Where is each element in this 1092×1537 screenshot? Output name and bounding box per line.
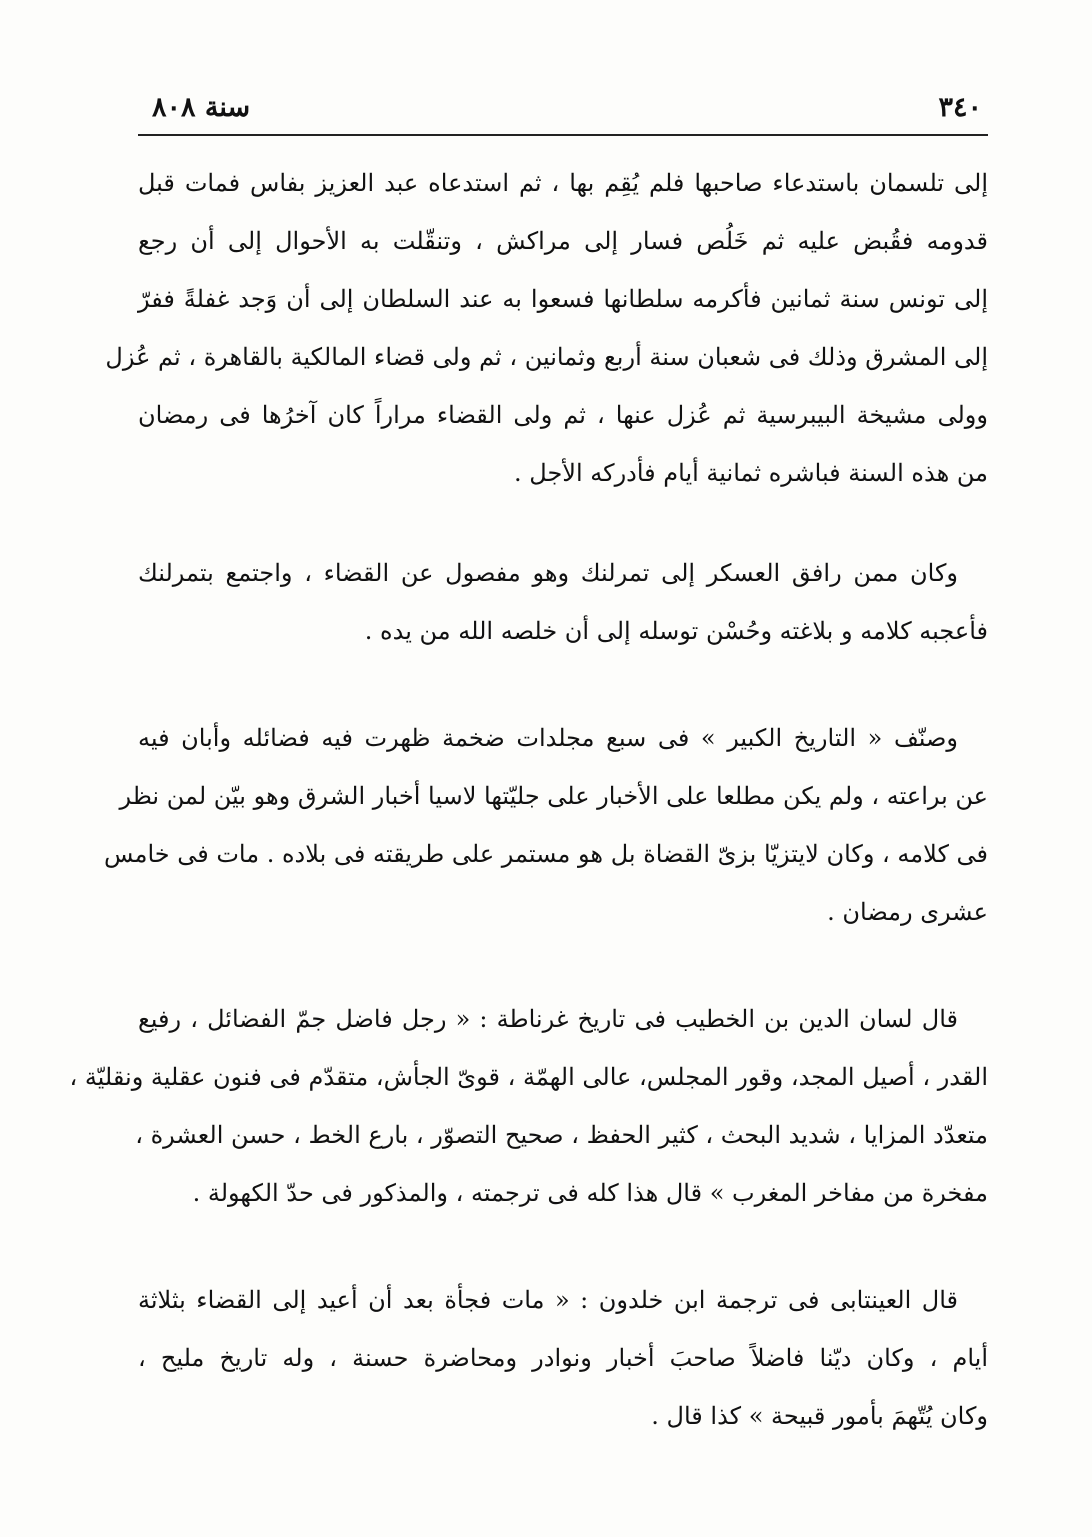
text-line: إلى تونس سنة ثمانين فأكرمه سلطانها فسعوا به عند السلطان إلى أن وَجد غفلةً ففرّ (138, 285, 988, 313)
paragraph-continuation (105, 154, 988, 502)
book-page (69, 86, 988, 1506)
paragraph-timur (138, 544, 988, 660)
paragraph-ibn-al-khatib-quote (69, 990, 988, 1222)
text-line: مفخرة من مفاخر المغرب » قال هذا كله فى ترجمته ، والمذكور فى حدّ الكهولة . (192, 1179, 988, 1207)
page-body (69, 154, 988, 1494)
page-header (138, 86, 988, 138)
text-line: فى كلامه ، وكان لايتزيّا بزىّ القضاة بل هو مستمر على طريقته فى بلاده . مات فى خامس (104, 840, 988, 868)
text-line: قال لسان الدين بن الخطيب فى تاريخ غرناطة : « رجل فاضل جمّ الفضائل ، رفيع (138, 1005, 958, 1033)
text-line: متعدّد المزايا ، شديد البحث ، كثير الحفظ ، صحيح التصوّر ، بارع الخط ، حسن العشرة ، (135, 1121, 988, 1149)
text-line: قال العينتابى فى ترجمة ابن خلدون : « مات فجأة بعد أن أعيد إلى القضاء بثلاثة (138, 1286, 958, 1314)
text-line: أيام ، وكان ديّنا فاضلاً صاحبَ أخبار ونوادر ومحاضرة حسنة ، وله تاريخ مليح ، (138, 1344, 988, 1372)
header-rule (138, 134, 988, 136)
page-number: ٣٤٠ (938, 92, 982, 123)
text-line: وصنّف « التاريخ الكبير » فى سبع مجلدات ضخمة ظهرت فيه فضائله وأبان فيه (138, 724, 958, 752)
text-line: عن براعته ، ولم يكن مطلعا على الأخبار على جليّتها لاسيا أخبار الشرق وهو بيّن لمن نظر (119, 782, 988, 810)
text-line: فأعجبه كلامه و بلاغته وحُسْن توسله إلى أن خلصه الله من يده . (364, 617, 988, 645)
text-line: القدر ، أصيل المجد، وقور المجلس، عالى الهمّة ، قوىّ الجأش، متقدّم فى فنون عقلية ونقليّة ، (69, 1063, 988, 1091)
paragraph-ayntabi-quote (138, 1271, 988, 1445)
running-head-year: سنة ٨٠٨ (152, 92, 251, 123)
text-line: وكان ممن رافق العسكر إلى تمرلنك وهو مفصول عن القضاء ، واجتمع بتمرلنك (138, 559, 958, 587)
paragraph-history-book (104, 709, 988, 941)
text-line: وولى مشيخة البيبرسية ثم عُزل عنها ، ثم ولى القضاء مراراً كان آخرُها فى رمضان (138, 401, 988, 429)
text-line: وكان يُتّهمَ بأمور قبيحة » كذا قال . (651, 1402, 988, 1430)
text-line: إلى المشرق وذلك فى شعبان سنة أربع وثمانين ، ثم ولى قضاء المالكية بالقاهرة ، ثم عُزل (105, 343, 988, 371)
text-line: عشرى رمضان . (827, 898, 988, 926)
text-line: إلى تلسمان باستدعاء صاحبها فلم يُقِم بها ، ثم استدعاه عبد العزيز بفاس فمات قبل (138, 169, 988, 197)
text-line: من هذه السنة فباشره ثمانية أيام فأدركه الأجل . (514, 459, 988, 487)
text-line: قدومه فقُبض عليه ثم خَلُص فسار إلى مراكش ، وتنقّلت به الأحوال إلى أن رجع (138, 227, 988, 255)
